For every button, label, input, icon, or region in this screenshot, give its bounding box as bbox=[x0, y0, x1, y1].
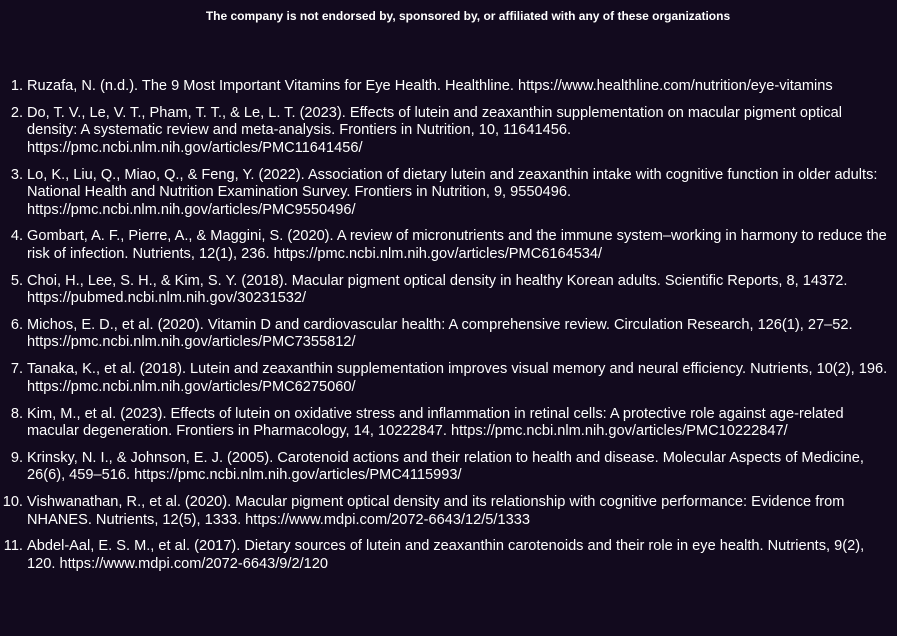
reference-item bbox=[0, 167, 897, 220]
reference-number: 10. bbox=[2, 494, 23, 511]
reference-number: 6. bbox=[10, 316, 23, 333]
reference-item bbox=[0, 538, 897, 573]
reference-text: Gombart, A. F., Pierre, A., & Maggini, S. (2020). A review of micronutrients and the immune system–working in harmony to reduce the risk of infection. Nutrients, 12(1), 236. https://pmc.ncbi.nlm.nih.gov/articles/PMC6164534/ bbox=[27, 228, 887, 262]
disclaimer-text: The company is not endorsed by, sponsored by, or affiliated with any of these organizations bbox=[205, 9, 731, 23]
reference-list bbox=[0, 78, 897, 583]
reference-number: 5. bbox=[10, 272, 23, 289]
reference-text: Krinsky, N. I., & Johnson, E. J. (2005). Carotenoid actions and their relation to health and disease. Molecular Aspects of Medicine, 26(6), 459–516. https://pmc.ncbi.nlm.nih.gov/articles/PMC4115993/ bbox=[27, 449, 864, 484]
reference-text: Kim, M., et al. (2023). Effects of lutein on oxidative stress and inflammation in retinal cells: A protective role against age-related macular degeneration. Frontiers in Pharmacology, 14, 10222847. https://pmc.ncbi.nlm.nih.gov/articles/PMC10222847/ bbox=[27, 405, 844, 440]
reference-item bbox=[0, 450, 897, 485]
reference-item bbox=[0, 228, 897, 263]
reference-number: 1. bbox=[10, 78, 23, 94]
reference-item bbox=[0, 494, 897, 529]
reference-item bbox=[0, 273, 897, 308]
reference-number: 9. bbox=[10, 449, 23, 466]
reference-text: Lo, K., Liu, Q., Miao, Q., & Feng, Y. (2022). Association of dietary lutein and zeaxanthin intake with cognitive function in older adults: National Health and Nutrition Examination Survey. Frontiers in Nutrition, 9, 9550496. https://pmc.ncbi.nlm.nih.gov/articles/PMC9550496/ bbox=[27, 166, 878, 218]
reference-number: 4. bbox=[10, 228, 23, 245]
reference-text: Do, T. V., Le, V. T., Pham, T. T., & Le, L. T. (2023). Effects of lutein and zeaxanthin supplementation on macular pigment optical density: A systematic review and meta-analysis. Frontiers in Nutrition, 10, 11641456. https://pmc.ncbi.nlm.nih.gov/articles/PMC11641456/ bbox=[27, 104, 843, 156]
reference-number: 2. bbox=[10, 104, 23, 121]
reference-item bbox=[0, 317, 897, 352]
reference-item bbox=[0, 361, 897, 396]
reference-number: 8. bbox=[10, 405, 23, 422]
reference-text: Choi, H., Lee, S. H., & Kim, S. Y. (2018). Macular pigment optical density in healthy Korean adults. Scientific Reports, 8, 14372. https://pubmed.ncbi.nlm.nih.gov/30231532/ bbox=[27, 272, 848, 307]
reference-number: 3. bbox=[10, 166, 23, 183]
reference-text: Vishwanathan, R., et al. (2020). Macular pigment optical density and its relationship with cognitive performance: Evidence from NHANES. Nutrients, 12(5), 1333. https://www.mdpi.com/2072-6643/12/5/1333 bbox=[27, 494, 845, 528]
reference-number: 11. bbox=[3, 538, 23, 555]
reference-item bbox=[0, 406, 897, 441]
reference-text: Tanaka, K., et al. (2018). Lutein and zeaxanthin supplementation improves visual memory and neural efficiency. Nutrients, 10(2), 196. https://pmc.ncbi.nlm.nih.gov/articles/PMC6275060/ bbox=[27, 361, 888, 395]
reference-text: Abdel-Aal, E. S. M., et al. (2017). Dietary sources of lutein and zeaxanthin carotenoids and their role in eye health. Nutrients, 9(2), 120. https://www.mdpi.com/2072-6643/9/2/120 bbox=[27, 538, 865, 572]
reference-text: Ruzafa, N. (n.d.). The 9 Most Important Vitamins for Eye Health. Healthline. https://www.healthline.com/nutrition/eye-vitamins bbox=[27, 78, 833, 94]
reference-item bbox=[0, 105, 897, 158]
reference-item bbox=[0, 78, 897, 96]
reference-text: Michos, E. D., et al. (2020). Vitamin D and cardiovascular health: A comprehensive review. Circulation Research, 126(1), 27–52. https://pmc.ncbi.nlm.nih.gov/articles/PMC7355812/ bbox=[27, 316, 853, 351]
reference-number: 7. bbox=[10, 361, 23, 378]
